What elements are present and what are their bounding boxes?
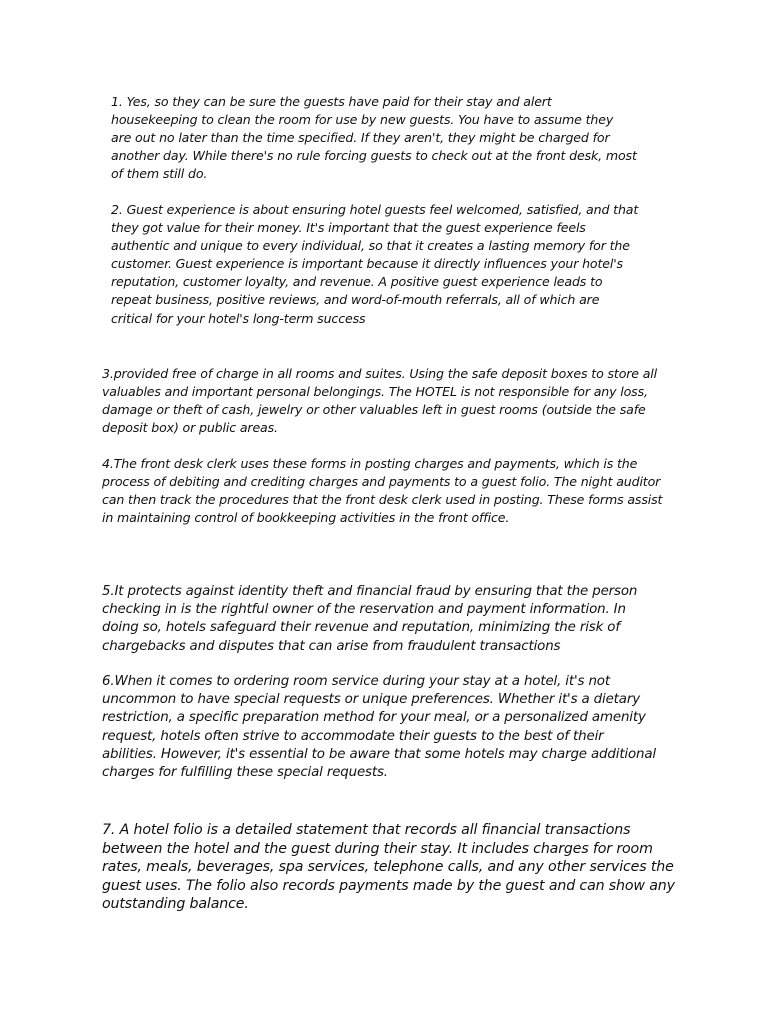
text-line: process of debiting and crediting charges and payments to a guest folio. The night auditor [102, 474, 661, 490]
text-line: uncommon to have special requests or unique preferences. Whether it's a dietary [102, 692, 640, 708]
paragraph-answer-3 [102, 365, 668, 437]
text-line: 4.The front desk clerk uses these forms in posting charges and payments, which is the [102, 456, 638, 471]
text-line: damage or theft of cash, jewelry or other valuables left in guest rooms (outside the safe [102, 402, 646, 418]
text-line: request, hotels often strive to accommodate their guests to the best of their [102, 728, 604, 744]
text-line: in maintaining control of bookkeeping activities in the front office. [102, 510, 510, 526]
paragraph-answer-1 [111, 93, 643, 183]
text-line: deposit box) or public areas. [102, 420, 278, 436]
text-line: 2. Guest experience is about ensuring hotel guests feel welcomed, satisfied, and that [111, 202, 639, 217]
text-line: valuables and important personal belongings. The HOTEL is not responsible for any loss, [102, 384, 648, 400]
text-line: authentic and unique to every individual, so that it creates a lasting memory for the [111, 238, 630, 254]
text-line: they got value for their money. It's important that the guest experience feels [111, 220, 586, 236]
paragraph-answer-7 [102, 821, 682, 914]
text-line: 5.It protects against identity theft and financial fraud by ensuring that the person [102, 584, 638, 599]
paragraph-answer-4 [102, 455, 668, 527]
text-line: outstanding balance. [102, 896, 249, 913]
text-line: of them still do. [111, 166, 208, 182]
paragraph-answer-5 [102, 583, 668, 656]
text-line: reputation, customer loyalty, and revenue. A positive guest experience leads to [111, 274, 603, 290]
text-line: abilities. However, it's essential to be aware that some hotels may charge additional [102, 746, 656, 762]
paragraph-answer-2 [111, 201, 643, 328]
text-line: are out no later than the time specified. If they aren't, they might be charged for [111, 130, 610, 146]
text-line: repeat business, positive reviews, and word-of-mouth referrals, all of which are [111, 292, 600, 308]
text-line: 3.provided free of charge in all rooms and suites. Using the safe deposit boxes to store all [102, 366, 657, 381]
text-line: can then track the procedures that the front desk clerk used in posting. These forms assist [102, 492, 663, 508]
text-line: customer. Guest experience is important because it directly influences your hotel's [111, 256, 623, 272]
text-line: charges for fulfilling these special requests. [102, 765, 388, 781]
text-line: checking in is the rightful owner of the reservation and payment information. In [102, 602, 626, 618]
text-line: critical for your hotel's long-term success [111, 310, 366, 326]
text-line: rates, meals, beverages, spa services, telephone calls, and any other services the [102, 859, 674, 876]
text-line: chargebacks and disputes that can arise from fraudulent transactions [102, 638, 561, 654]
text-line: 6.When it comes to ordering room service during your stay at a hotel, it's not [102, 674, 610, 689]
text-line: restriction, a specific preparation method for your meal, or a personalized amenity [102, 710, 646, 726]
text-line: doing so, hotels safeguard their revenue and reputation, minimizing the risk of [102, 620, 620, 636]
text-line: 7. A hotel folio is a detailed statement that records all financial transactions [102, 822, 631, 838]
text-line: between the hotel and the guest during their stay. It includes charges for room [102, 840, 653, 857]
text-line: 1. Yes, so they can be sure the guests have paid for their stay and alert [111, 94, 552, 109]
text-line: another day. While there's no rule forcing guests to check out at the front desk, most [111, 148, 637, 164]
paragraph-answer-6 [102, 673, 674, 782]
text-line: guest uses. The folio also records payments made by the guest and can show any [102, 877, 675, 894]
text-line: housekeeping to clean the room for use by new guests. You have to assume they [111, 112, 614, 128]
